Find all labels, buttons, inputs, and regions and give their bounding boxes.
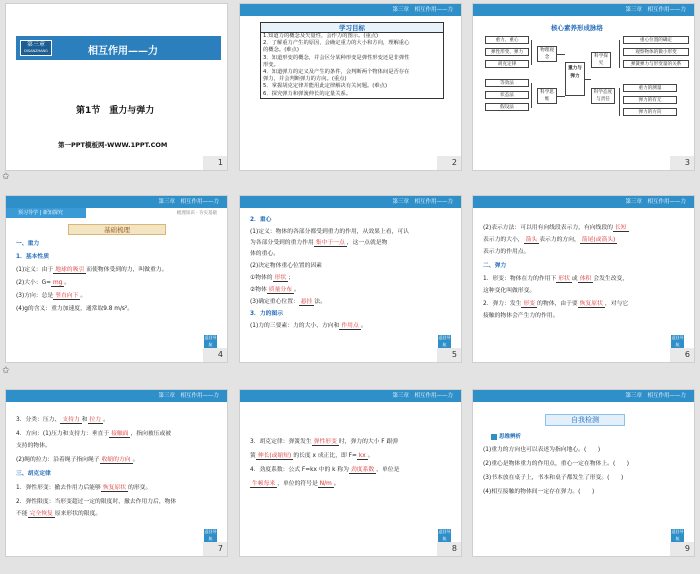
slide-thumbnail-3[interactable] bbox=[472, 3, 695, 171]
answer-blank: 地球的吸引 bbox=[55, 267, 85, 273]
thinking-tag: 思维辨析 bbox=[491, 432, 521, 440]
connector bbox=[531, 40, 532, 65]
connector bbox=[619, 40, 620, 68]
text-line: (2)绳的拉力：沿着绳子指向绳子 收缩的方向 。 bbox=[16, 457, 139, 463]
text-line: (2)表示方法：可以用有向线段表示力，有向线段的 长短 bbox=[483, 225, 627, 231]
answer-blank: 悬挂 bbox=[300, 299, 313, 305]
inquiry-box: 观察物体的微小形变 bbox=[623, 48, 689, 56]
answer-blank: 牛顿每米 bbox=[252, 481, 276, 487]
answer-blank: mg bbox=[52, 280, 63, 286]
text-line: 2．弹力：发生 形变 的物体，由于要 恢复原状 ，对与它 bbox=[483, 301, 629, 307]
text-line: (1)定义：物体的各部分都受到重力的作用，从效果上看，可认 bbox=[250, 229, 409, 235]
slide-header: 第三章 相互作用——力 bbox=[240, 390, 461, 402]
inquiry-box: 重心位置的确定 bbox=[623, 36, 689, 44]
back-button[interactable]: 返回导航 bbox=[204, 529, 217, 541]
slide-number: 1 bbox=[203, 156, 227, 170]
slide-thumbnail-9[interactable] bbox=[472, 389, 695, 557]
text-line: ②物体 质量分布 。 bbox=[250, 287, 300, 293]
text-line: (1)定义：由于 地球的吸引 而使物体受到的力，叫做重力。 bbox=[16, 267, 168, 273]
text-line: 1．形变：物体在力的作用下 形状 或 体积 会发生改变， bbox=[483, 276, 629, 282]
back-button[interactable]: 返回导航 bbox=[204, 335, 217, 347]
text-line: 3．分类：压力、 支持力 和 拉力 。 bbox=[16, 417, 109, 423]
slide-thumbnail-1[interactable] bbox=[5, 3, 228, 171]
connector bbox=[585, 79, 591, 80]
slide-header: 第三章 相互作用——力 bbox=[6, 390, 227, 402]
text-line: 簧 伸长(或缩短) 的长度 x 成正比，即 F= kx 。 bbox=[250, 453, 374, 459]
inquiry-box: 弹力的有无 bbox=[623, 96, 677, 104]
self-check-title: 自我检测 bbox=[545, 414, 625, 426]
text-line: 为各部分受到的重力作用 集中于一点 ，这一点就是物 bbox=[250, 240, 388, 246]
slide-header: 第三章 相互作用——力 bbox=[473, 196, 694, 208]
text-line: (4)g的含义：重力加速度，通常取9.8 m/s²。 bbox=[16, 306, 134, 312]
back-button[interactable]: 返回导航 bbox=[438, 335, 451, 347]
heading: 2．重心 bbox=[250, 217, 272, 223]
category-box: 科学探究 bbox=[591, 52, 611, 68]
connector bbox=[557, 54, 565, 55]
slide-number: 4 bbox=[203, 348, 227, 362]
text-line: (3)方向：总是 竖直向下 。 bbox=[16, 293, 87, 299]
slide-number: 5 bbox=[437, 348, 461, 362]
inquiry-box: 弹簧弹力与形变量的关系 bbox=[623, 60, 689, 68]
preview-nav-tab[interactable]: 预习导学 | 新知探究 bbox=[6, 208, 86, 218]
category-box: 物理观念 bbox=[537, 46, 557, 62]
section-title: 第1节 重力与弹力 bbox=[76, 106, 155, 116]
question-item: (3)书本放在桌子上，书本和桌子都发生了形变。( ) bbox=[483, 475, 624, 481]
answer-blank: 质量分布 bbox=[268, 287, 292, 293]
back-button[interactable]: 返回导航 bbox=[438, 529, 451, 541]
subheading: 1．基本性质 bbox=[16, 254, 50, 260]
text-line: (3)确定重心位置： 悬挂 法。 bbox=[250, 299, 327, 305]
answer-blank: 完全恢复 bbox=[29, 511, 53, 517]
answer-blank: 作用点 bbox=[341, 323, 359, 329]
answer-blank: 恢复原状 bbox=[579, 301, 603, 307]
answer-blank: 弹性形变 bbox=[313, 439, 337, 445]
text-line: 这种变化叫做形变。 bbox=[483, 288, 536, 294]
slide-thumbnail-5[interactable] bbox=[239, 195, 462, 363]
text-line: 4．方向：(1)压力和支持力：垂直于 接触面 ，指向被压或被 bbox=[16, 431, 172, 437]
star-icon[interactable]: ✩ bbox=[2, 172, 10, 182]
connector bbox=[619, 88, 620, 116]
answer-blank: 集中于一点 bbox=[315, 240, 345, 246]
answer-blank: 体积 bbox=[579, 276, 592, 282]
answer-blank: 箭头 bbox=[525, 237, 538, 243]
text-line: 接触的物体会产生力的作用。 bbox=[483, 313, 559, 319]
answer-blank: 支持力 bbox=[62, 417, 80, 423]
slide-thumbnail-4[interactable] bbox=[5, 195, 228, 363]
text-line: (2)大小：G= mg 。 bbox=[16, 280, 71, 286]
text-line: 表示力的大小， 箭头 表示力的方向， 箭尾(或箭头) bbox=[483, 237, 616, 243]
objectives-table: 学习目标 1.知道力的概念及矢量性，会作力的图示。(重点) 2．了解重力产生的原因，会确定重力的大小和方向，理解重心 的概念。(难点) 3．知道形变的概念，并会区分某种形变是弹性形变还是非弹性 形变。 4．知道弹力的定义及产生的条件，会判断两个物体间是否存在 弹力，并会判断弹力的方向。(重点) 5．掌握胡克定律并能用此定律解决有关问题。(难点) 6．探究弹力和弹簧伸长的定量关系。 bbox=[260, 22, 444, 99]
concept-box: 胡克定律 bbox=[485, 60, 529, 68]
inquiry-box: 弹力的方向 bbox=[623, 108, 677, 116]
text-line: 1．弹性形变：撤去作用力后能够 恢复原状 的形变。 bbox=[16, 485, 152, 491]
slide-number: 6 bbox=[670, 348, 694, 362]
text-line: 不能 完全恢复 原来形状的限度。 bbox=[16, 511, 102, 517]
answer-blank: 接触面 bbox=[111, 431, 129, 437]
text-line: 4．劲度系数：公式 F=kx 中的 k 称为 劲度系数 ，单位是 bbox=[250, 467, 400, 473]
concept-box: 弹性形变、弹力 bbox=[485, 48, 529, 56]
slide-number: 2 bbox=[437, 156, 461, 170]
slide-thumbnail-6[interactable] bbox=[472, 195, 695, 363]
slide-number: 8 bbox=[437, 542, 461, 556]
text-line: ①物体的 形状 ； bbox=[250, 275, 295, 281]
slide-header: 第三章 相互作用——力 bbox=[240, 196, 461, 208]
section-hint: 梳理知识 · 夯实基础 bbox=[176, 211, 217, 216]
ribbon-title: 基础梳理 bbox=[68, 224, 166, 235]
heading: 一、重力 bbox=[16, 241, 40, 247]
slide-thumbnail-7[interactable] bbox=[5, 389, 228, 557]
text-line: 体的重心。 bbox=[250, 251, 279, 257]
back-button[interactable]: 返回导航 bbox=[671, 529, 684, 541]
answer-blank: 形变 bbox=[523, 301, 536, 307]
concept-box: 重力、重心 bbox=[485, 36, 529, 44]
category-box: 科学思维 bbox=[537, 88, 557, 104]
connector bbox=[557, 96, 565, 97]
connector bbox=[531, 83, 532, 108]
slide-header: 第三章 相互作用——力 bbox=[240, 4, 461, 16]
center-topic-box: 重力与弹力 bbox=[565, 62, 585, 96]
inquiry-box: 重力的测量 bbox=[623, 84, 677, 92]
heading: 二、弹力 bbox=[483, 263, 507, 269]
chapter-badge: 第三章 DISANZHANG bbox=[20, 40, 52, 56]
slide-number: 3 bbox=[670, 156, 694, 170]
heading: 三、胡克定律 bbox=[16, 471, 51, 477]
answer-blank: 拉力 bbox=[89, 417, 102, 423]
chapter-title: 相互作用——力 bbox=[88, 46, 158, 57]
slide-number: 9 bbox=[670, 542, 694, 556]
tag-icon bbox=[491, 434, 497, 440]
answer-blank: 恢复原状 bbox=[102, 485, 127, 491]
website-text: 第一PPT模板网-WWW.1PPT.COM bbox=[58, 141, 168, 149]
slide-header: 第三章 相互作用——力 bbox=[473, 4, 694, 16]
answer-blank: 竖直向下 bbox=[55, 293, 79, 299]
method-box: 状态法 bbox=[485, 91, 529, 99]
answer-blank: kx bbox=[358, 453, 366, 459]
back-button[interactable]: 返回导航 bbox=[671, 335, 684, 347]
method-box: 等效法 bbox=[485, 79, 529, 87]
method-box: 假设法 bbox=[485, 103, 529, 111]
answer-blank: 劲度系数 bbox=[350, 467, 375, 473]
answer-blank: 形状 bbox=[274, 275, 287, 281]
answer-blank: 箭尾(或箭头) bbox=[581, 237, 616, 243]
slide-number: 7 bbox=[203, 542, 227, 556]
star-icon[interactable]: ✩ bbox=[2, 366, 10, 376]
text-line: 支持的物体。 bbox=[16, 443, 51, 449]
question-item: (2)重心是物体重力的作用点，重心一定在物体上。( ) bbox=[483, 461, 630, 467]
slide-header: 第三章 相互作用——力 bbox=[6, 196, 227, 208]
text-line: (1)力的三要素：力的大小、方向和 作用点 。 bbox=[250, 323, 367, 329]
answer-blank: 伸长(或缩短) bbox=[257, 453, 292, 459]
slide-thumbnail-2[interactable] bbox=[239, 3, 462, 171]
answer-blank: N/m bbox=[319, 481, 332, 487]
category-box: 科学态度与责任 bbox=[591, 88, 615, 104]
text-line: 牛顿每米 ，单位的符号是 N/m 。 bbox=[252, 481, 340, 487]
question-item: (4)相互接触的物体间一定存在弹力。( ) bbox=[483, 489, 595, 495]
slide-header: 第三章 相互作用——力 bbox=[473, 390, 694, 402]
answer-blank: 收缩的方向 bbox=[101, 457, 131, 463]
question-item: (1)重力的方向也可以表述为指向地心。( ) bbox=[483, 447, 601, 453]
text-line: 2．弹性限度：当形变超过一定的限度时，撤去作用力后，物体 bbox=[16, 499, 177, 505]
heading: 3．力的图示 bbox=[250, 311, 284, 317]
slide-thumbnail-8[interactable] bbox=[239, 389, 462, 557]
text-line: 表示力的作用点。 bbox=[483, 249, 530, 255]
answer-blank: 长短 bbox=[614, 225, 627, 231]
text-line: 3．胡克定律：弹簧发生 弹性形变 时，弹力的大小 F 跟弹 bbox=[250, 439, 399, 445]
answer-blank: 形状 bbox=[558, 276, 570, 282]
text-line: (2)决定物体重心位置的因素 bbox=[250, 263, 322, 269]
diagram-title: 核心素养形成脉络 bbox=[551, 24, 603, 32]
